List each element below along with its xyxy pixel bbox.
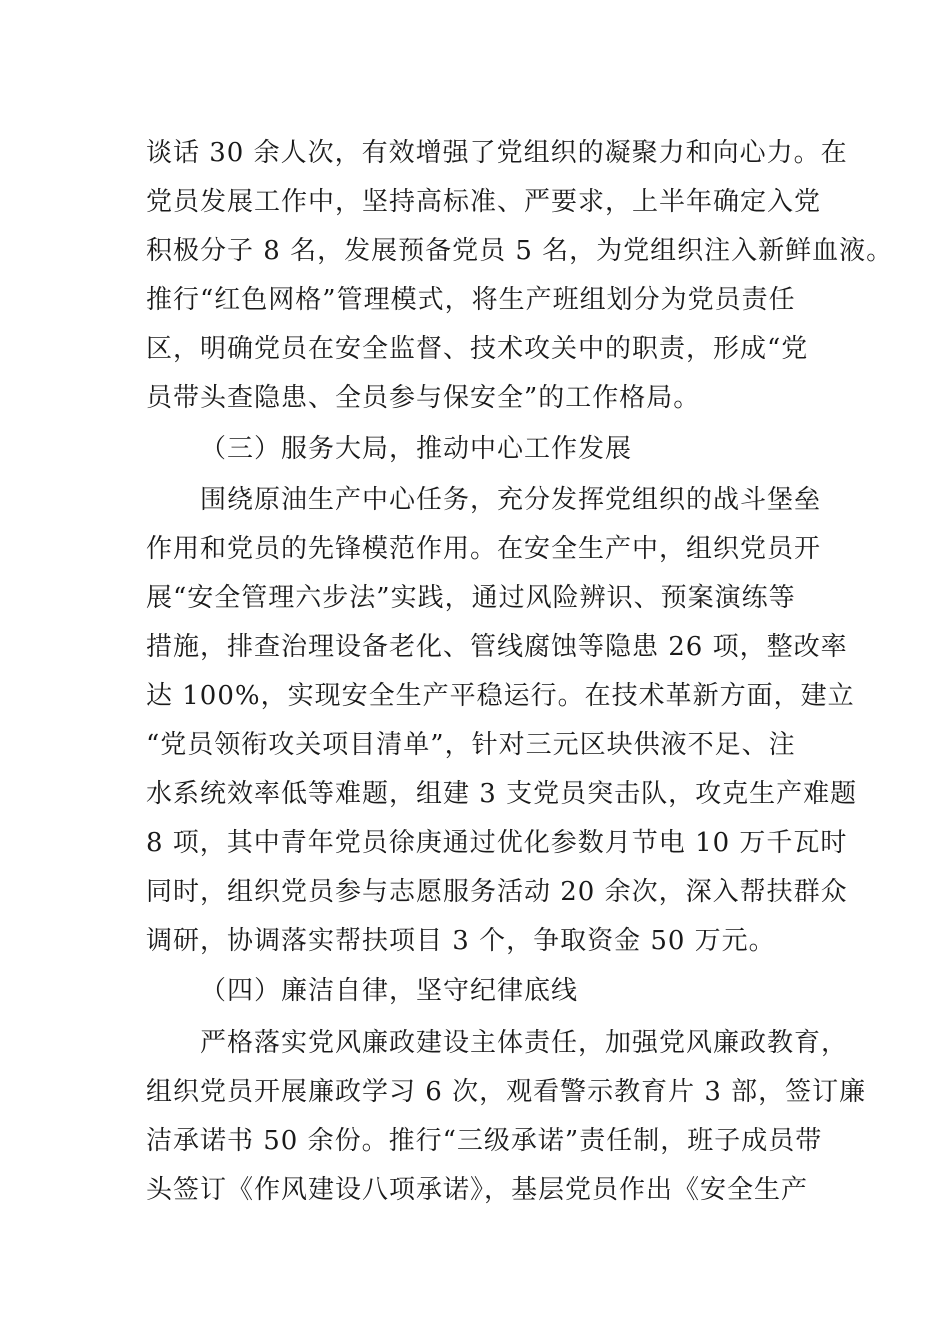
paragraph-line: 积极分子 8 名，发展预备党员 5 名，为党组织注入新鲜血液。	[146, 236, 894, 266]
paragraph-line: 组织党员开展廉政学习 6 次，观看警示教育片 3 部，签订廉	[146, 1077, 867, 1107]
paragraph-line: 调研，协调落实帮扶项目 3 个，争取资金 50 万元。	[146, 926, 776, 956]
paragraph-line: 展“安全管理六步法”实践，通过风险辨识、预案演练等	[146, 583, 796, 613]
paragraph-line: 员带头查隐患、全员参与保安全”的工作格局。	[146, 383, 701, 413]
paragraph-line: 围绕原油生产中心任务，充分发挥党组织的战斗堡垒	[200, 485, 822, 515]
section-heading-4: （四）廉洁自律，坚守纪律底线	[200, 976, 579, 1006]
paragraph-line: 8 项，其中青年党员徐庚通过优化参数月节电 10 万千瓦时	[146, 828, 848, 858]
paragraph-line: 严格落实党风廉政建设主体责任，加强党风廉政教育，	[200, 1028, 849, 1058]
paragraph-line: 头签订《作风建设八项承诺》，基层党员作出《安全生产	[146, 1175, 809, 1205]
paragraph-line: 同时，组织党员参与志愿服务活动 20 余次，深入帮扶群众	[146, 877, 848, 907]
paragraph-line: 作用和党员的先锋模范作用。在安全生产中，组织党员开	[146, 534, 822, 564]
paragraph-line: 党员发展工作中，坚持高标准、严要求，上半年确定入党	[146, 187, 822, 217]
paragraph-line: “党员领衔攻关项目清单”，针对三元区块供液不足、注	[146, 730, 796, 760]
paragraph-line: 水系统效率低等难题，组建 3 支党员突击队，攻克生产难题	[146, 779, 858, 809]
paragraph-line: 推行“红色网格”管理模式，将生产班组划分为党员责任	[146, 285, 796, 315]
section-heading-3: （三）服务大局，推动中心工作发展	[200, 434, 633, 464]
paragraph-line: 谈话 30 余人次，有效增强了党组织的凝聚力和向心力。在	[146, 138, 848, 168]
paragraph-line: 洁承诺书 50 余份。推行“三级承诺”责任制，班子成员带	[146, 1126, 823, 1156]
paragraph-line: 区，明确党员在安全监督、技术攻关中的职责，形成“党	[146, 334, 809, 364]
paragraph-line: 达 100%，实现安全生产平稳运行。在技术革新方面，建立	[146, 681, 855, 711]
paragraph-line: 措施，排查治理设备老化、管线腐蚀等隐患 26 项，整改率	[146, 632, 848, 662]
